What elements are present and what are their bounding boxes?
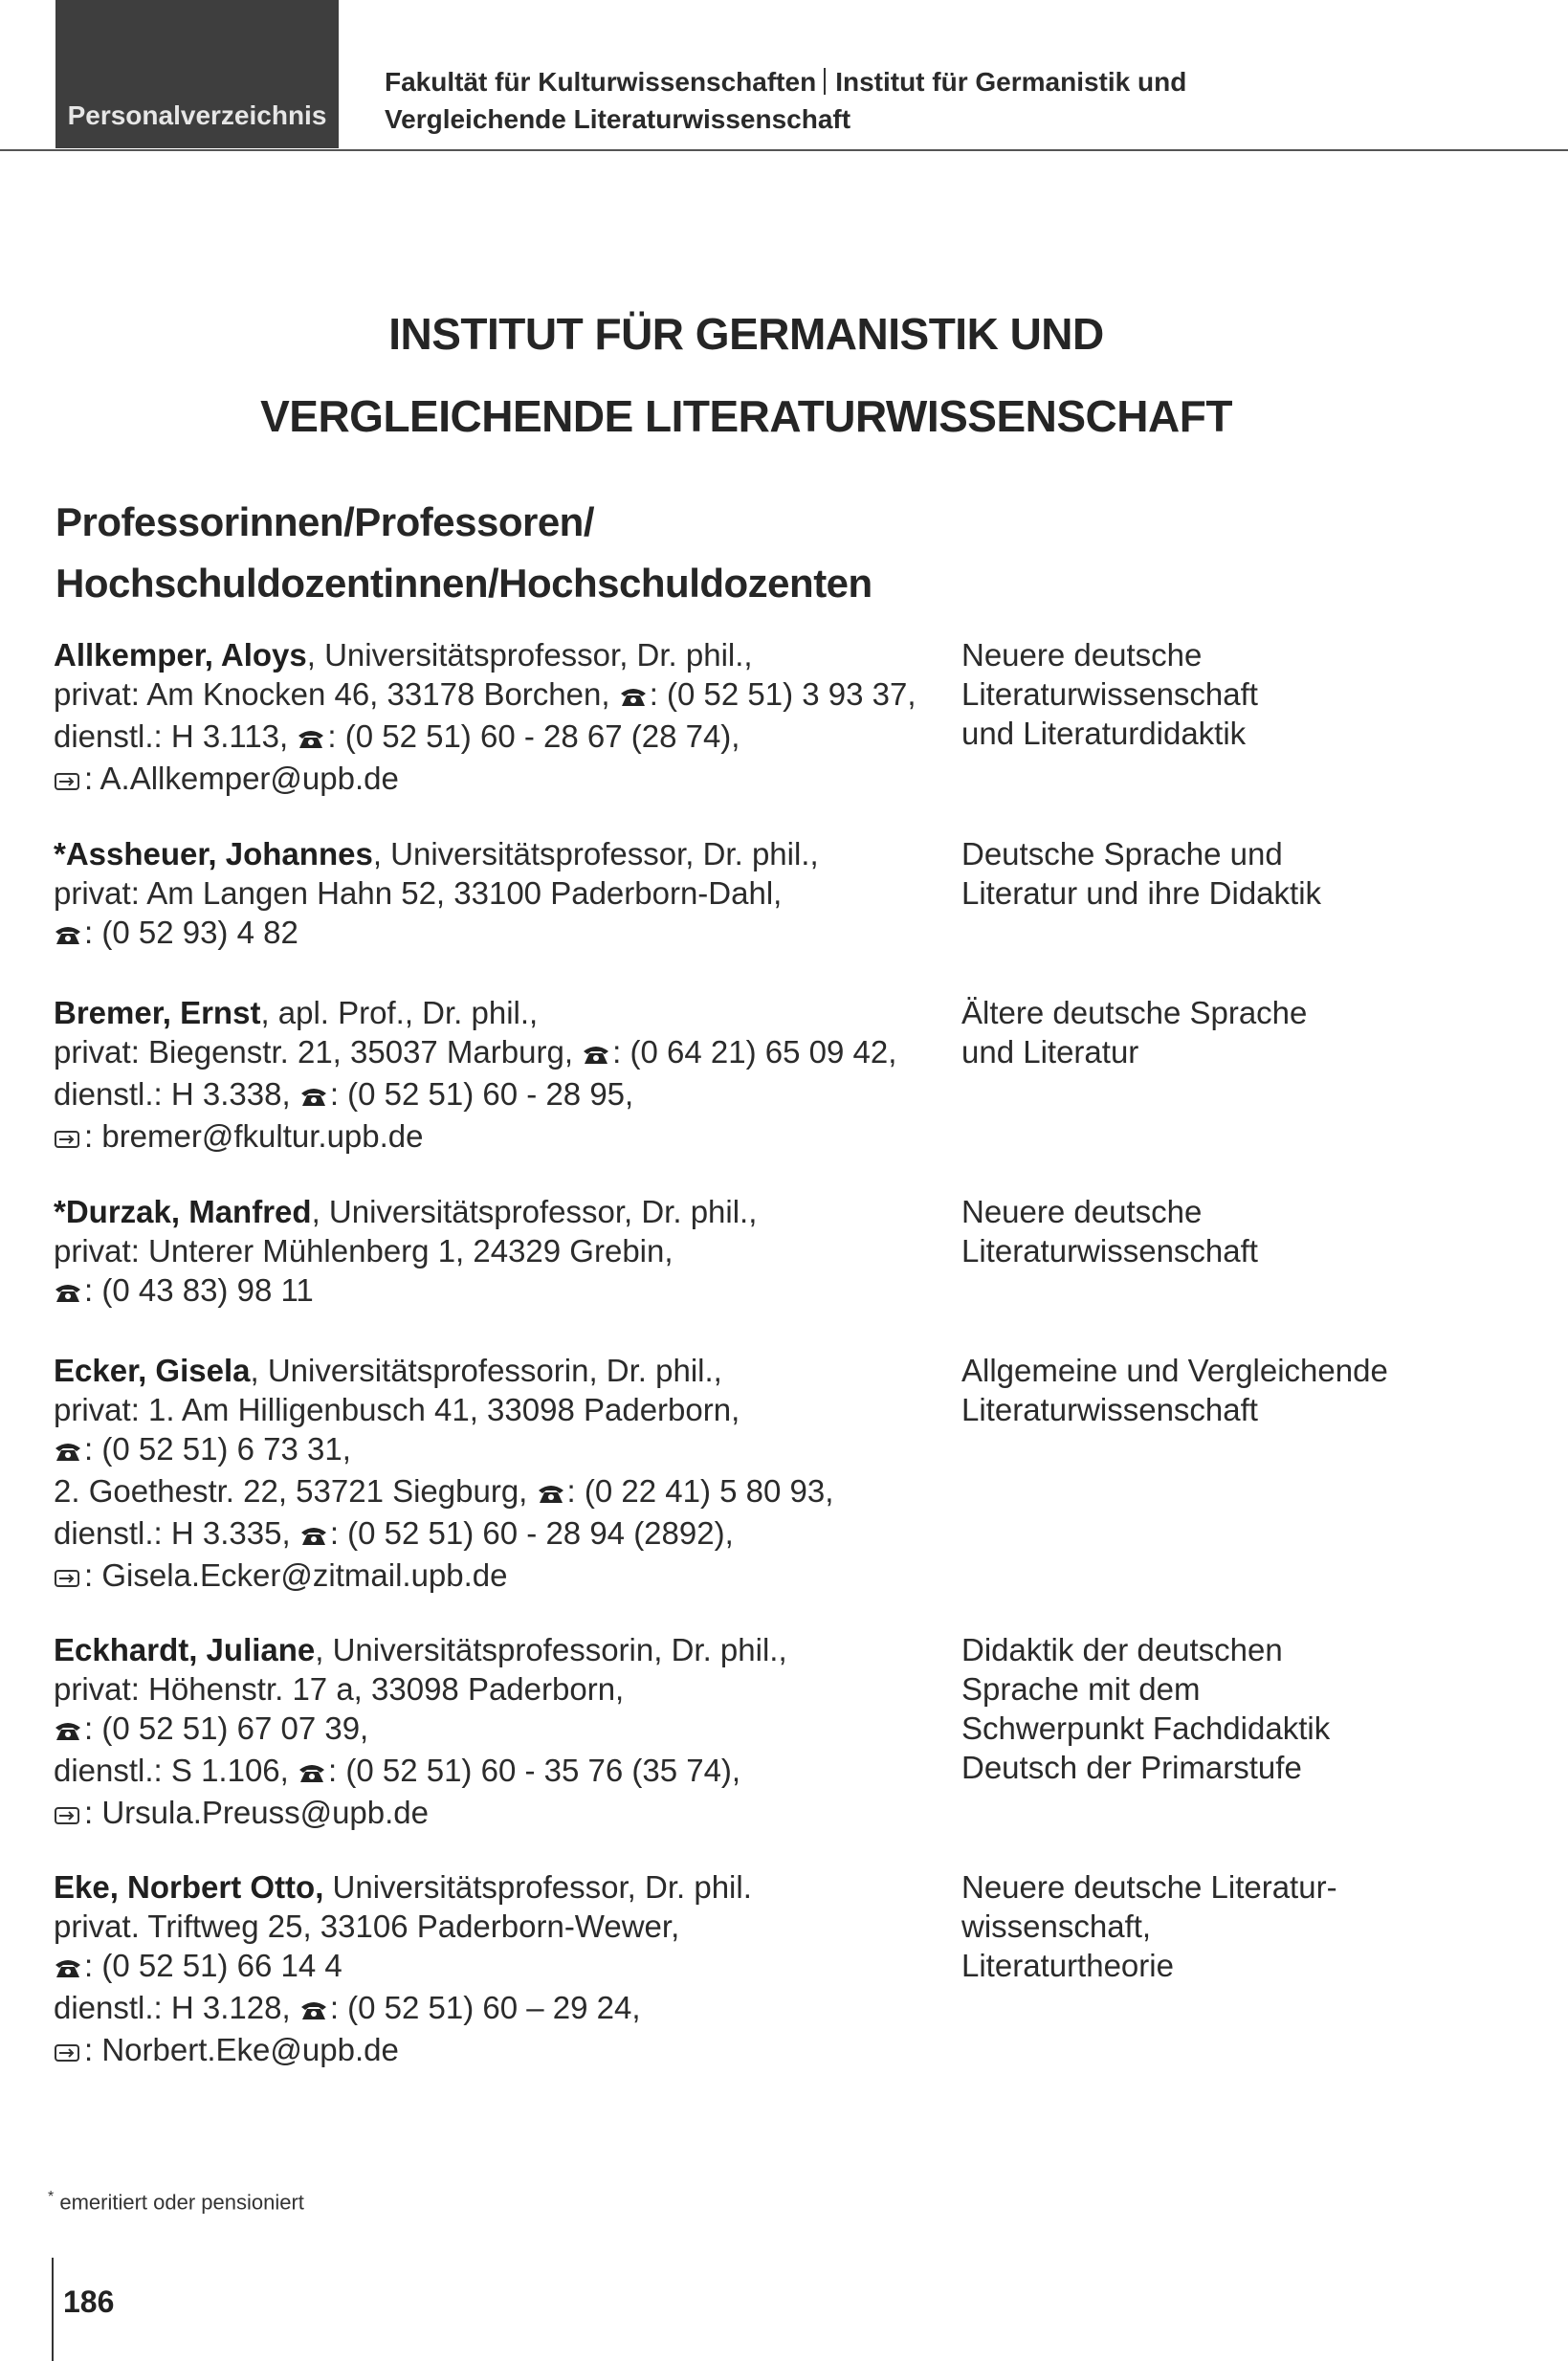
phone-icon	[537, 1474, 565, 1513]
entry-title: Universitätsprofessor, Dr. phil.	[323, 1869, 752, 1905]
entry-name: Eckhardt, Juliane	[54, 1632, 316, 1667]
footnote	[48, 2189, 304, 2215]
entry-office: dienstl.: H 3.128,	[54, 1990, 299, 2025]
subject-line: und Literaturdidaktik	[961, 716, 1247, 751]
section-tab	[55, 0, 339, 148]
phone-icon	[297, 719, 325, 759]
entry-private-address: privat: Am Knocken 46, 33178 Borchen,	[54, 676, 619, 712]
subject-line: und Literatur	[961, 1034, 1139, 1070]
entry-office-phone: : (0 52 51) 60 - 28 95,	[329, 1076, 634, 1112]
entry-email: : A.Allkemper@upb.de	[84, 761, 399, 796]
entry-office-phone: : (0 52 51) 60 – 29 24,	[329, 1990, 641, 2025]
entry-name: Ecker, Gisela	[54, 1353, 251, 1388]
phone-icon	[619, 677, 648, 717]
entry-office-phone: : (0 52 51) 60 - 35 76 (35 74),	[328, 1753, 741, 1788]
entry-private-address: privat: Höhenstr. 17 a, 33098 Paderborn,	[54, 1671, 625, 1707]
subject-line: Literaturtheorie	[961, 1948, 1174, 1983]
entry-subject	[961, 1867, 1459, 1985]
entry-office: dienstl.: H 3.338,	[54, 1076, 299, 1112]
entry-subject	[961, 635, 1459, 753]
entry-title: , Universitätsprofessor, Dr. phil.,	[372, 836, 819, 872]
entry-name: Eke, Norbert Otto,	[54, 1869, 324, 1905]
subject-line: Literatur und ihre Didaktik	[961, 875, 1322, 911]
page-number-rule	[52, 2258, 54, 2361]
entry-email: : Ursula.Preuss@upb.de	[84, 1795, 430, 1830]
phone-icon	[54, 1711, 82, 1751]
section-heading-line2: Hochschuldozentinnen/Hochschuldozenten	[55, 561, 872, 606]
subject-line: Deutsch der Primarstufe	[961, 1750, 1302, 1785]
mail-icon	[54, 2033, 82, 2072]
phone-icon	[54, 1949, 82, 1988]
section-heading-line1: Professorinnen/Professoren/	[55, 499, 594, 544]
subject-line: Neuere deutsche	[961, 1194, 1203, 1229]
subject-line: Neuere deutsche Literatur-	[961, 1869, 1337, 1905]
entry-contact	[54, 1630, 943, 1835]
footnote-mark: *	[48, 2189, 55, 2205]
phone-icon	[299, 1077, 328, 1116]
entry-office: dienstl.: H 3.335,	[54, 1515, 299, 1551]
entry-second-address: 2. Goethestr. 22, 53721 Siegburg,	[54, 1473, 537, 1509]
footnote-text: emeritiert oder pensioniert	[54, 2190, 304, 2215]
entry-name: *Durzak, Manfred	[54, 1194, 312, 1229]
subject-line: Neuere deutsche	[961, 637, 1203, 673]
subject-line: Sprache mit dem	[961, 1671, 1201, 1707]
entry-subject	[961, 1192, 1459, 1270]
entry-private-phone: : (0 43 83) 98 11	[84, 1272, 314, 1308]
entry-private-address: privat: 1. Am Hilligenbusch 41, 33098 Paderborn,	[54, 1392, 740, 1427]
entry-contact	[54, 834, 943, 955]
entry-title: , Universitätsprofessorin, Dr. phil.,	[315, 1632, 787, 1667]
entry-private-address: privat: Biegenstr. 21, 35037 Marburg,	[54, 1034, 583, 1070]
entry-contact	[54, 635, 943, 801]
entry-name: Bremer, Ernst	[54, 995, 261, 1030]
entry-office: dienstl.: H 3.113,	[54, 718, 298, 754]
mail-icon	[54, 1558, 82, 1598]
entry-subject	[961, 1630, 1459, 1787]
subject-line: Literaturwissenschaft	[961, 1392, 1258, 1427]
entry-office-phone: : (0 52 51) 60 - 28 94 (2892),	[329, 1515, 734, 1551]
header-faculty: Fakultät für Kulturwissenschaften	[385, 67, 817, 97]
section-heading	[55, 492, 872, 614]
subject-line: wissenschaft,	[961, 1909, 1152, 1944]
mail-icon	[54, 1796, 82, 1835]
entry-contact	[54, 1192, 943, 1313]
subject-line: Schwerpunkt Fachdidaktik	[961, 1710, 1331, 1746]
entry-contact	[54, 993, 943, 1158]
entry-office: dienstl.: S 1.106,	[54, 1753, 298, 1788]
subject-line: Allgemeine und Vergleichende	[961, 1353, 1388, 1388]
entry-private-phone: : (0 52 51) 67 07 39,	[84, 1710, 369, 1746]
entry-private-address: privat. Triftweg 25, 33106 Paderborn-Wewer,	[54, 1909, 680, 1944]
entry-email: : Norbert.Eke@upb.de	[84, 2032, 399, 2067]
phone-icon	[54, 1273, 82, 1313]
phone-icon	[582, 1035, 610, 1074]
entry-contact	[54, 1351, 943, 1598]
entry-private-address: privat: Am Langen Hahn 52, 33100 Paderborn-Dahl,	[54, 875, 783, 911]
entry-subject	[961, 993, 1459, 1071]
entry-private-phone: : (0 52 51) 6 73 31,	[84, 1431, 351, 1467]
running-header	[385, 63, 1186, 138]
entry-name: Allkemper, Aloys	[54, 637, 307, 673]
entry-subject	[961, 1351, 1459, 1429]
phone-icon	[298, 1754, 326, 1793]
entry-private-phone: : (0 52 93) 4 82	[84, 915, 298, 950]
entry-office-phone: : (0 52 51) 60 - 28 67 (28 74),	[327, 718, 740, 754]
header-institute: Institut für Germanistik und	[835, 67, 1187, 97]
subject-line: Literaturwissenschaft	[961, 1233, 1258, 1269]
mail-icon	[54, 761, 82, 801]
phone-icon	[299, 1991, 328, 2030]
entry-private-phone: : (0 64 21) 65 09 42,	[612, 1034, 897, 1070]
entry-email: : bremer@fkultur.upb.de	[84, 1118, 424, 1154]
entry-name: *Assheuer, Johannes	[54, 836, 373, 872]
entry-email: : Gisela.Ecker@zitmail.upb.de	[84, 1557, 508, 1593]
entry-title: , Universitätsprofessor, Dr. phil.,	[306, 637, 753, 673]
entry-title: , Universitätsprofessorin, Dr. phil.,	[250, 1353, 722, 1388]
page-title-line2: VERGLEICHENDE LITERATURWISSENSCHAFT	[260, 391, 1232, 441]
entry-title: , apl. Prof., Dr. phil.,	[260, 995, 539, 1030]
mail-icon	[54, 1119, 82, 1158]
entry-subject	[961, 834, 1459, 913]
subject-line: Literaturwissenschaft	[961, 676, 1258, 712]
page-title-line1: INSTITUT FÜR GERMANISTIK UND	[388, 309, 1104, 359]
subject-line: Ältere deutsche Sprache	[961, 995, 1308, 1030]
phone-icon	[299, 1516, 328, 1556]
entry-private-phone: : (0 52 51) 3 93 37,	[649, 676, 917, 712]
header-separator	[824, 68, 826, 95]
phone-icon	[54, 916, 82, 955]
entry-contact	[54, 1867, 943, 2072]
entry-second-phone: : (0 22 41) 5 80 93,	[566, 1473, 834, 1509]
entry-private-phone: : (0 52 51) 66 14 4	[84, 1948, 342, 1983]
subject-line: Didaktik der deutschen	[961, 1632, 1283, 1667]
header-institute-cont: Vergleichende Literaturwissenschaft	[385, 104, 851, 134]
header-rule	[0, 149, 1568, 151]
entry-private-address: privat: Unterer Mühlenberg 1, 24329 Grebin,	[54, 1233, 674, 1269]
entry-title: , Universitätsprofessor, Dr. phil.,	[311, 1194, 758, 1229]
phone-icon	[54, 1432, 82, 1471]
page-number: 186	[63, 2284, 115, 2319]
subject-line: Deutsche Sprache und	[961, 836, 1283, 872]
section-tab-label: Personalverzeichnis	[67, 100, 327, 130]
